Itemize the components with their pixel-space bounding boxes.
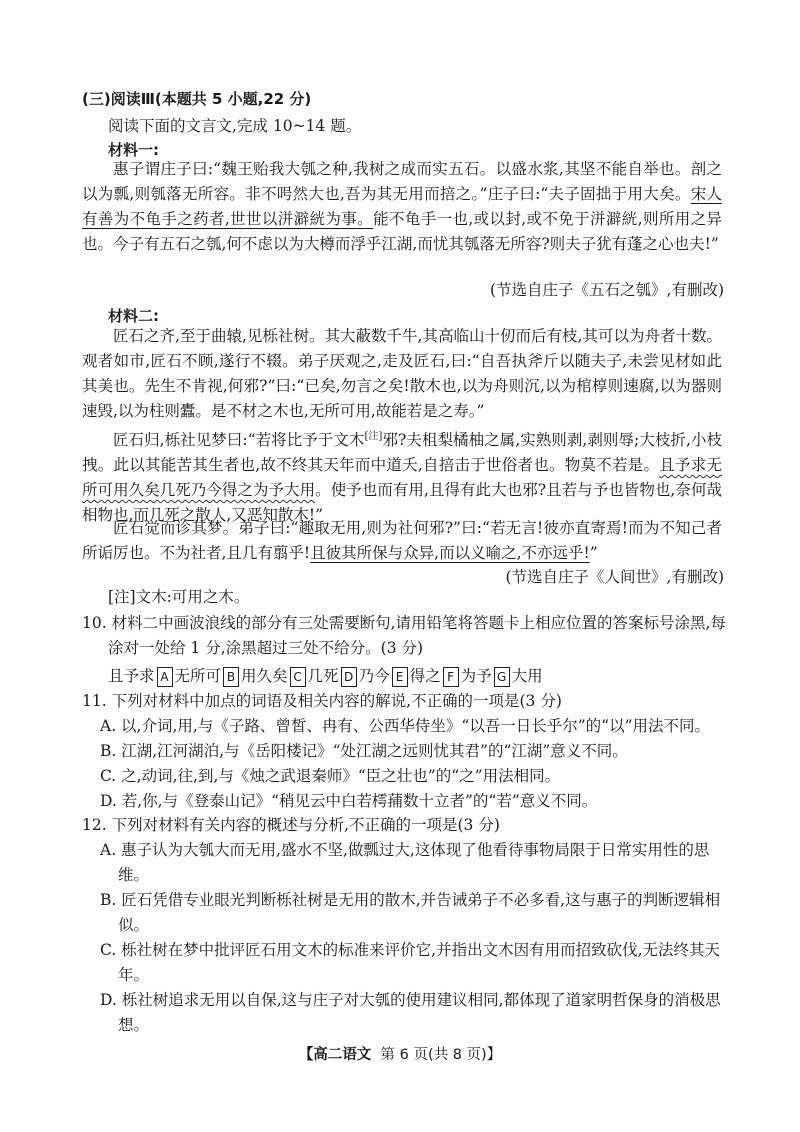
page-footer <box>0 1043 800 1064</box>
material2-paragraph-1: 匠石之齐,至于曲辕,见栎社树。其大蔽数千牛,其高临山十仞而后有枝,其可以为舟者十数。观者如市,匠石不顾,遂行不辍。弟子厌观之,走及匠石,曰:“自吾执斧斤以随夫子,未尝见材如此其美也。先生不肯视,何邪?”曰:“已矣,勿言之矣!散木也,以为舟则沉,以为棺椁则速腐,以为器则速毁,以为柱则蠹。是不材之木也,无所可用,故能若是之寿。” <box>82 327 722 420</box>
section-title: (三)阅读Ⅲ(本题共 5 小题,22 分) <box>82 90 312 108</box>
question-11-stem: 11. 下列对材料中加点的词语及相关内容的解说,不正确的一项是(3 分) <box>82 692 562 710</box>
material1-paragraph <box>82 157 722 257</box>
segment: 无所可 <box>174 667 222 685</box>
segment: 得之 <box>409 667 441 685</box>
material2-paragraph-2 <box>82 424 722 528</box>
footnote: [注]文木:可用之木。 <box>108 588 250 606</box>
break-box-f[interactable]: F <box>443 667 459 687</box>
question-12-option-d[interactable]: D. 栎社树追求无用以自保,这与庄子对大瓠的使用建议相同,都体现了道家明哲保身的消极思想。 <box>100 991 721 1034</box>
break-box-g[interactable]: G <box>494 667 510 687</box>
material2-underlined-sentence: 且彼其所保与众异,而以义喻之,不亦远乎! <box>310 544 590 562</box>
material2-heading: 材料二: <box>108 307 159 325</box>
segment: 乃今 <box>358 667 390 685</box>
material1-source: (节选自庄子《五石之瓠》,有删改) <box>489 281 724 299</box>
material1-heading: 材料一: <box>108 141 159 159</box>
material2-source: (节选自庄子《人间世》,有删改) <box>505 568 724 586</box>
segment: 为予 <box>460 667 492 685</box>
break-box-d[interactable]: D <box>341 667 357 687</box>
question-12-option-a[interactable]: A. 惠子认为大瓠大而无用,盛水不坚,做瓢过大,这体现了他看待事物局限于日常实用性的思维。 <box>100 841 710 884</box>
break-box-c[interactable]: C <box>290 667 306 687</box>
question-10-stem: 10. 材料二中画波浪线的部分有三处需要断句,请用铅笔将答题卡上相应位置的答案标号涂黑,每涂对一处给 1 分,涂黑超过三处不给分。(3 分) <box>82 614 726 657</box>
wavy-underlined-passage: 且予求无所可用久矣几死乃今得之为予大用 <box>82 456 722 500</box>
question-12-option-c[interactable]: C. 栎社树在梦中批评匠石用文木的标准来评价它,并指出文木因有用而招致砍伐,无法终其天年。 <box>100 941 721 984</box>
break-box-a[interactable]: A <box>157 667 173 687</box>
question-11 <box>82 689 732 814</box>
material2-p2-text-c: 。使予也而有用,且得有此大也邪?且若与予也皆物也,奈何哉相物也,而几死之散人,又恶知散木!” <box>82 481 722 525</box>
material2-paragraph-3 <box>82 516 722 566</box>
segment: 几死 <box>307 667 339 685</box>
question-11-option-d[interactable]: D. 若,你,与《登泰山记》“稍见云中白若樗蒱数十立者”的“若”意义不同。 <box>100 792 598 810</box>
footnote-reference: [注] <box>364 431 383 442</box>
question-11-option-b[interactable]: B. 江湖,江河湖泊,与《岳阳楼记》“处江湖之远则忧其君”的“江湖”意义不同。 <box>100 742 628 760</box>
footer-page-number: 第 6 页(共 8 页)】 <box>380 1047 502 1063</box>
question-12-stem: 12. 下列对材料有关内容的概述与分析,不正确的一项是(3 分) <box>82 816 500 834</box>
question-11-option-c[interactable]: C. 之,动词,往,到,与《烛之武退秦师》“臣之壮也”的“之”用法相同。 <box>100 767 561 785</box>
break-box-b[interactable]: B <box>223 667 239 687</box>
question-10 <box>82 611 732 661</box>
material1-text-b: 能不龟手一也,或以封,或不免于洴澼絖,则所用之异也。今子有五石之瓠,何不虑以为大樽而浮乎江湖,而忧其瓠落无所容?则夫子犹有蓬之心也夫!” <box>82 210 722 253</box>
footer-subject: 【高二语文 <box>298 1047 372 1063</box>
question-12-option-b[interactable]: B. 匠石凭借专业眼光判断栎社树是无用的散木,并告诫弟子不必多看,这与惠子的判断逻辑相似。 <box>100 891 721 934</box>
question-12 <box>82 813 732 1038</box>
material2-p3-text-a: 匠石觉而诊其梦。弟子曰:“趣取无用,则为社何邪?”曰:“若无言!彼亦直寄焉!而为不知己者所诟厉也。不为社者,且几有翦乎! <box>82 519 722 562</box>
material1-text-a: 惠子谓庄子曰:“魏王贻我大瓠之种,我树之成而实五石。以盛水浆,其坚不能自举也。剖之以为瓢,则瓠落无所容。非不呺然大也,吾为其无用而掊之。”庄子曰:“夫子固拙于用大矣。 <box>82 160 722 203</box>
question-11-option-a[interactable]: A. 以,介词,用,与《子路、曾皙、冉有、公西华侍坐》“以吾一日长乎尔”的“以”用法不同。 <box>100 717 711 735</box>
instruction: 阅读下面的文言文,完成 10~14 题。 <box>108 117 362 135</box>
material2-p3-text-b: ” <box>589 544 598 562</box>
material2-p2-text-b: 邪?夫柤梨橘柚之属,实熟则剥,剥则辱;大枝折,小枝拽。此以其能苦其生者也,故不终其天年而中道夭,自掊击于世俗者也。物莫不若是。 <box>82 431 723 475</box>
segment: 且予求 <box>108 667 155 685</box>
break-box-e[interactable]: E <box>392 667 408 687</box>
segment: 大用 <box>511 667 543 685</box>
segment: 用久矣 <box>241 667 288 685</box>
sentence-break-options <box>108 664 543 687</box>
material2-p2-text-a: 匠石归,栎社见梦曰:“若将比予于文木 <box>113 431 365 450</box>
material1-underlined-sentence: 宋人有善为不龟手之药者,世世以洴澼絖为事。 <box>82 185 722 228</box>
